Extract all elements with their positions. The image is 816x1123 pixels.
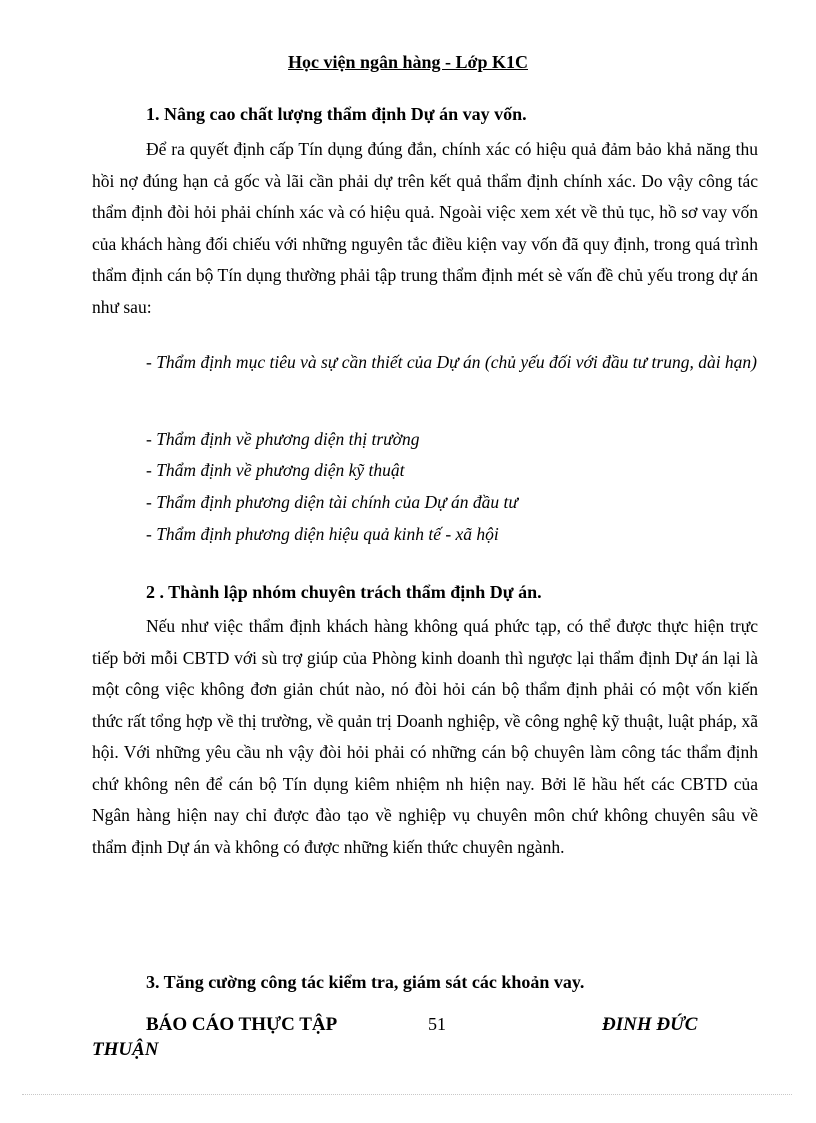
- section-2-paragraph: Nếu như việc thẩm định khách hàng không quá phức tạp, có thể được thực hiện trực tiếp bởi mỗi CBTD với sù trợ giúp của Phòng kinh doanh thì ngược lại thẩm định Dự án lại là một công việc không đơn giản chút nào, nó đòi hỏi cán bộ thẩm định phải có một vốn kiến thức rất tổng hợp về thị trường, về quản trị Doanh nghiệp, về công nghệ kỹ thuật, luật pháp, xã hội. Với những yêu cầu nh vậy đòi hỏi phải có những cán bộ chuyên làm công tác thẩm định chứ không nên để cán bộ Tín dụng kiêm nhiệm nh hiện nay. Bởi lẽ hầu hết các CBTD của Ngân hàng hiện nay chỉ được đào tạo về nghiệp vụ chuyên môn chứ không chuyên sâu về thẩm định Dự án và không có được những kiến thức chuyên ngành.: [92, 616, 758, 857]
- section-1-heading: 1. Nâng cao chất lượng thẩm định Dự án vay vốn.: [146, 104, 527, 124]
- bullet-item: - Thẩm định mục tiêu và sự cần thiết của Dự án (chủ yếu đối với đầu tư trung, dài hạn): [146, 352, 758, 372]
- bullet-item: - Thẩm định phương diện hiệu quả kinh tế - xã hội: [146, 524, 499, 544]
- footer-author-line2: THUẬN: [92, 1039, 159, 1060]
- footer-author-line1: ĐINH ĐỨC: [602, 1014, 698, 1035]
- section-2-heading: 2 . Thành lập nhóm chuyên trách thẩm định Dự án.: [146, 582, 542, 602]
- page-header: [0, 52, 816, 73]
- page-bottom-divider: [22, 1094, 792, 1095]
- page-number: 51: [428, 1014, 446, 1034]
- bullet-item: - Thẩm định về phương diện kỹ thuật: [146, 460, 405, 480]
- header-title: Học viện ngân hàng - Lớp K1C: [287, 52, 528, 72]
- section-3-heading: 3. Tăng cường công tác kiểm tra, giám sát các khoản vay.: [146, 972, 585, 992]
- bullet-item: - Thẩm định phương diện tài chính của Dự án đầu tư: [146, 492, 518, 512]
- footer-report-label: BÁO CÁO THỰC TẬP: [146, 1014, 338, 1035]
- bullet-item: - Thẩm định về phương diện thị trường: [146, 429, 420, 449]
- section-1-paragraph: Để ra quyết định cấp Tín dụng đúng đắn, chính xác có hiệu quả đảm bảo khả năng thu hồi nợ đúng hạn cả gốc và lãi cần phải dự trên kết quả thẩm định chính xác. Do vậy công tác thẩm định đòi hỏi phải chính xác và có hiệu quả. Ngoài việc xem xét về thủ tục, hồ sơ vay vốn của khách hàng đối chiếu với những nguyên tắc điều kiện vay vốn đã quy định, trong quá trình thẩm định cán bộ Tín dụng thường phải tập trung thẩm định mét sè vấn đề chủ yếu trong dự án như sau:: [92, 139, 758, 317]
